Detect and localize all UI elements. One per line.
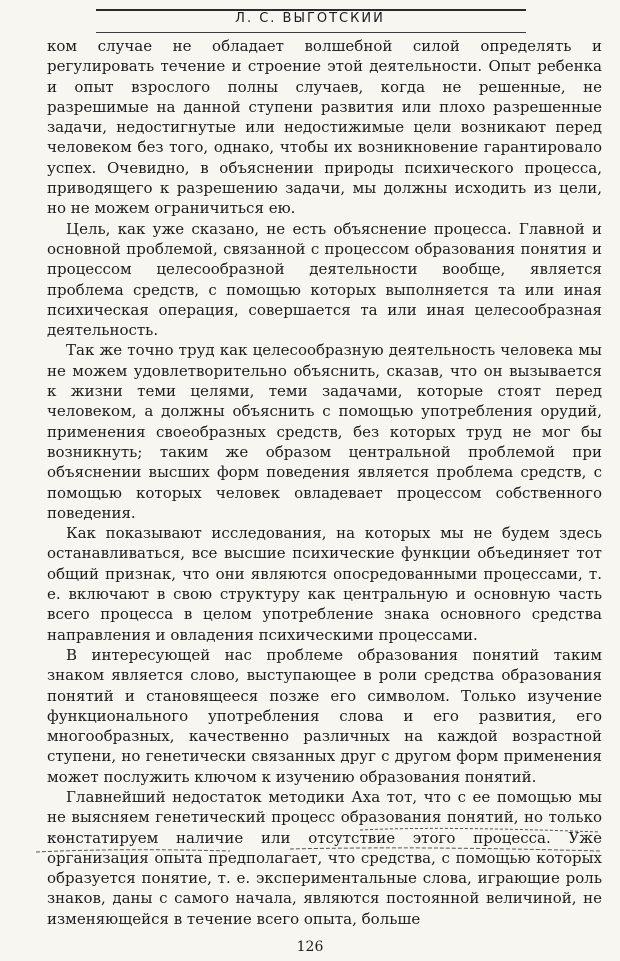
paragraph-5: В интересующей нас проблеме образования понятий таким знаком является слово, выступающее в роли средства образования понятий и становящееся позже его символом. Только изучение функционального употребления слова и его развития, его многообразных, качественно различных на каждой возрастной ступени, но генетически связанных друг с другом форм применения может послужить ключом к изучению образования понятий. (47, 645, 602, 786)
paragraph-4: Как показывают исследования, на которых мы не будем здесь останавливаться, все высшие психические функции объединяет тот общий признак, что они являются опосредованными процессами, т. е. включают в свою структуру как центральную и основную часть всего процесса в целом употребление знака основного средства направления и овладения психическими процессами. (47, 524, 602, 644)
body-text (47, 36, 602, 929)
paragraph-2: Цель, как уже сказано, не есть объяснение процесса. Главной и основной проблемой, связанной с процессом образования понятия и процессом целесообразной деятельности вообще, является проблема средств, с помощью которых выполняется та или иная психическая операция, совершается та или иная целесообразная деятельность. (47, 219, 602, 340)
page-number: 126 (296, 939, 324, 955)
header-rule (96, 32, 526, 33)
paragraph-3: Так же точно труд как целесообразную деятельность человека мы не можем удовлетворительно объяснить, сказав, что он вызывается к жизни теми целями, теми задачами, которые стоят перед человеком, а должны объяснить с помощью употребления орудий, применения своеобразных средств, без которых труд не мог бы возникнуть; таким же образом центральной проблемой при объяснении высших форм поведения является проблема средств, с помощью которых человек овладевает процессом собственного поведения. (47, 341, 602, 522)
running-head: Л. С. ВЫГОТСКИЙ (235, 11, 385, 26)
paragraph-6: Главнейший недостаток методики Аха тот, что с ее помощью мы не выясняем генетический процесс образования понятий, но только констатируем наличие или отсутствие этого процесса. Уже организация опыта предполагает, что средства, с помощью которых образуется понятие, т. е. экспериментальные слова, играющие роль знаков, даны с самого начала, являются постоянной величиной, не изменяющейся в течение всего опыта, больше (47, 787, 602, 928)
paragraph-1: ком случае не обладает волшебной силой определять и регулировать течение и строение этой деятельности. Опыт ребенка и опыт взрослого полны случаев, когда не решенные, не разрешимые на данной ступени развития или плохо разрешенные задачи, недостигнутые или недостижимые цели возникают перед человеком без того, однако, чтобы их возникновение гарантировало успех. Очевидно, в объяснении природы психического процесса, приводящего к разрешению задачи, мы должны исходить из цели, но не можем ограничиться ею. (47, 37, 602, 218)
